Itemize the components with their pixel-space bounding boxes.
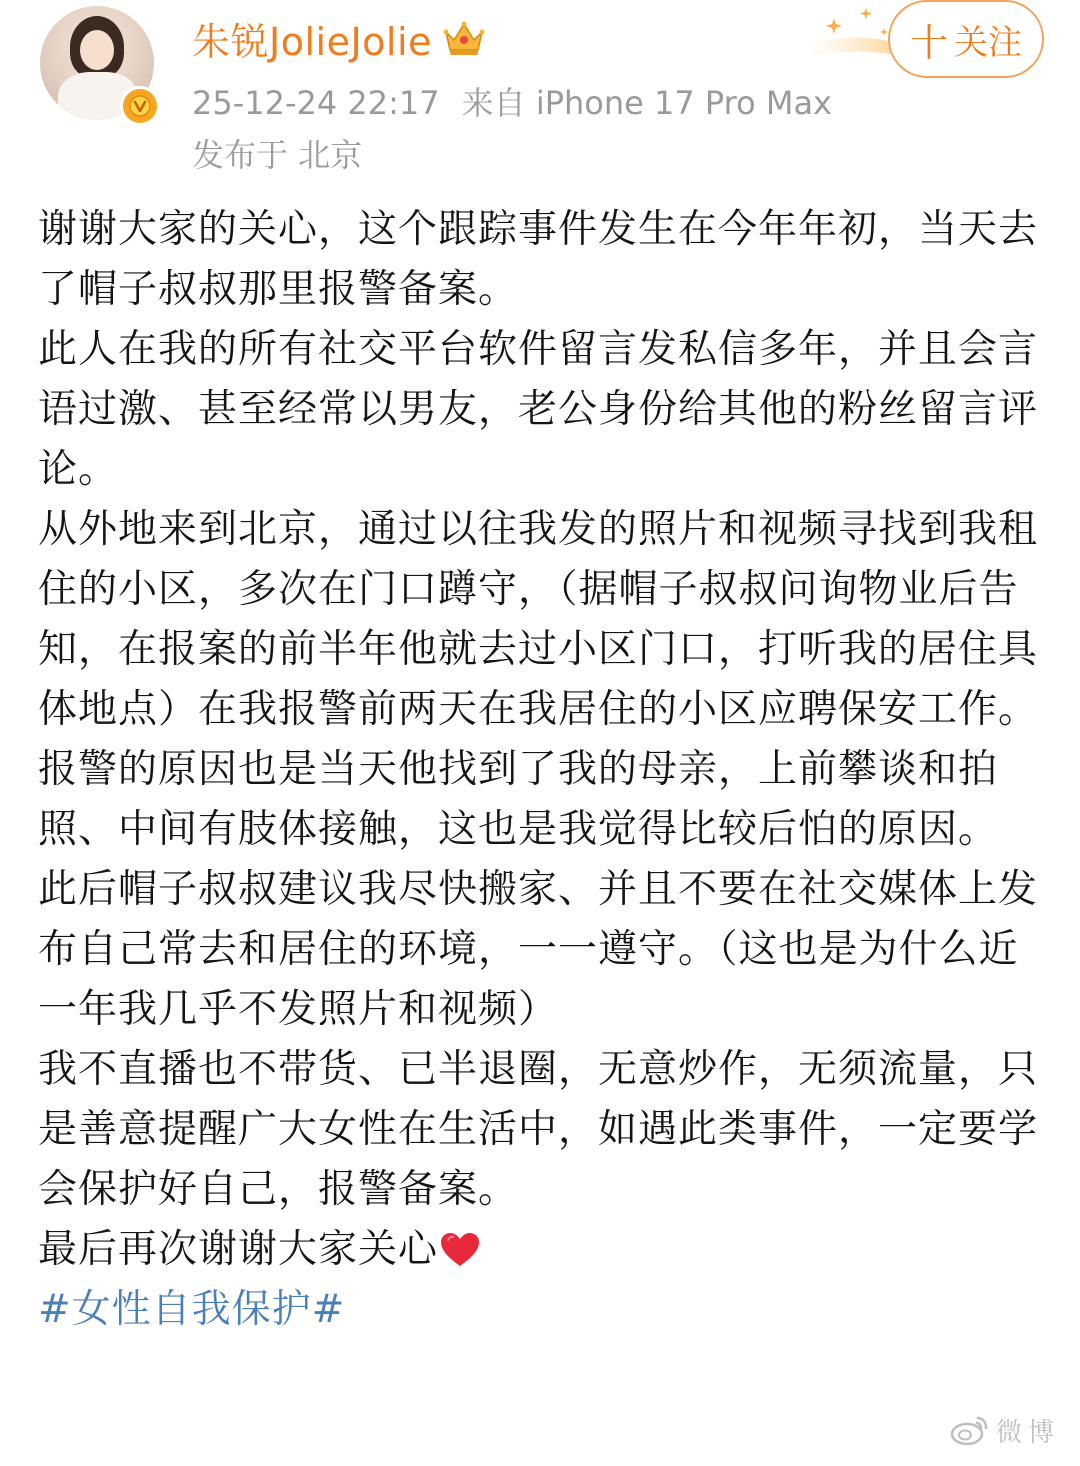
verified-badge-icon [120, 86, 160, 126]
hashtag-link[interactable]: #女性自我保护# [38, 1287, 346, 1332]
weibo-logo-icon [950, 1413, 990, 1447]
post-paragraph: 此后帽子叔叔建议我尽快搬家、并且不要在社交媒体上发布自己常去和居住的环境，一一遵守。（这也是为什么近一年我几乎不发照片和视频） [38, 867, 1039, 1032]
post-closing-text: 最后再次谢谢大家关心 [38, 1227, 439, 1272]
post-header [0, 0, 1080, 180]
post-paragraph: 我不直播也不带货、已半退圈，无意炒作，无须流量，只是善意提醒广大女性在生活中，如遇此类事件，一定要学会保护好自己，报警备案。 [38, 1047, 1039, 1212]
avatar-face [80, 30, 114, 70]
post-paragraph: 谢谢大家的关心，这个跟踪事件发生在今年年初，当天去了帽子叔叔那里报警备案。 [38, 207, 1039, 312]
plus-icon: 十 [909, 20, 948, 65]
follow-button[interactable] [888, 0, 1044, 78]
username-row [192, 10, 486, 66]
post-paragraph: 此人在我的所有社交平台软件留言发私信多年，并且会言语过激、甚至经常以男友，老公身份给其他的粉丝留言评论。 [38, 327, 1039, 492]
post-paragraph: 报警的原因也是当天他找到了我的母亲，上前攀谈和拍照、中间有肢体接触，这也是我觉得比较后怕的原因。 [38, 747, 999, 852]
follow-label: 关注 [954, 22, 1022, 63]
post-meta [192, 78, 832, 124]
post-body [38, 200, 1038, 1340]
vip-crown-icon [442, 18, 486, 58]
watermark-text: 微博 [995, 1417, 1060, 1448]
follow-area [804, 0, 1044, 80]
post-paragraph-last [38, 1220, 1038, 1280]
username[interactable]: 朱锐JolieJolie [192, 19, 432, 64]
heart-emoji-icon [440, 1232, 480, 1268]
weibo-watermark [950, 1410, 1060, 1450]
post-location: 发布于 北京 [192, 136, 363, 174]
post-source: 来自 iPhone 17 Pro Max [461, 84, 832, 122]
post-timestamp: 25-12-24 22:17 [192, 84, 440, 122]
post-paragraph: 从外地来到北京，通过以往我发的照片和视频寻找到我租住的小区，多次在门口蹲守，（据帽子叔叔问询物业后告知，在报案的前半年他就去过小区门口，打听我的居住具体地点）在我报警前两天在我居住的小区应聘保安工作。 [38, 507, 1039, 732]
